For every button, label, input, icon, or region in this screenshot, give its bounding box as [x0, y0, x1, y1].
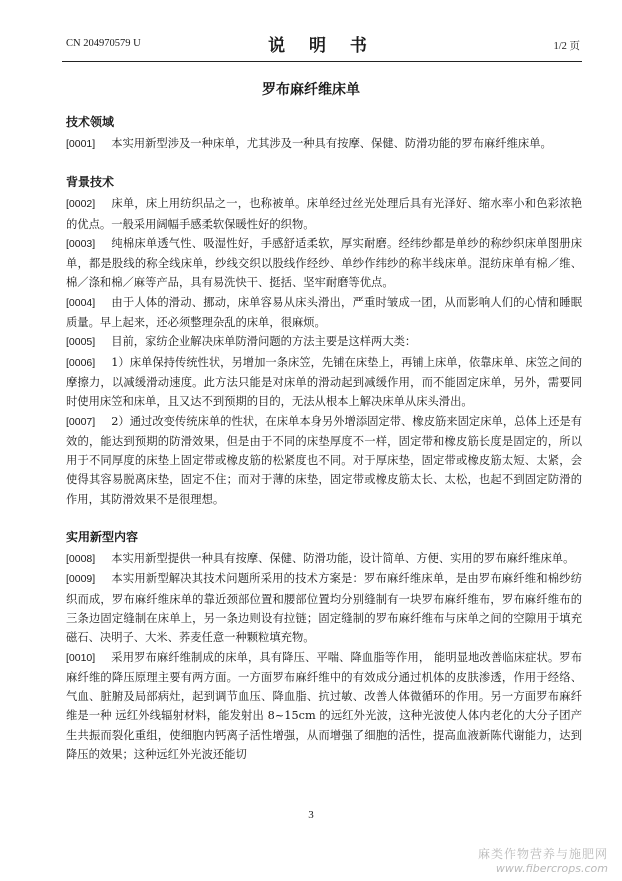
paragraph-text: 目前，家纺企业解决床单防滑问题的方法主要是这样两大类： — [111, 335, 417, 349]
paragraph-text: 采用罗布麻纤维制成的床单，具有降压、平喘、降血脂等作用， 能明显地改善临床症状。罗布麻纤维的降压原理主要有两方面。一方面罗布麻纤维中的有效成分通过机体的皮肤渗透，作用于经络、气血、脏腑及局部病灶，起到调节血压、降血脂、抗过敏、改善人体微循环的作用。另一方面罗布麻纤维是一种 远红外线辐射材料，能发射出 8~15cm 的远红外光波，这种光波使人体内老化的大分子团产生共振而裂化重组，使细胞内钙离子活性增强，从而增强了细胞的活性，提高血液新陈代谢能力，达到降压的效果；这种远红外光波还能切 — [66, 650, 582, 762]
paragraph-text: 纯棉床单透气性、吸湿性好，手感舒适柔软，厚实耐磨。经纬纱都是单纱的称纱织床单图册床单，都是股线的称全线床单，纱线交织以股线作经纱、单纱作纬纱的称半线床单。混纺床单有棉／维、棉／涤和棉／麻等产品，具有易洗快干、挺括、坚牢耐磨等优点。 — [66, 236, 582, 290]
section-heading: 背景技术 — [66, 175, 115, 190]
paragraph-text: 本实用新型涉及一种床单，尤其涉及一种具有按摩、保健、防滑功能的罗布麻纤维床单。 — [111, 137, 552, 150]
paragraph-number: [0010] — [66, 651, 96, 664]
paragraph-text: 本实用新型提供一种具有按摩、保健、防滑功能，设计简单、方便、实用的罗布麻纤维床单。 — [111, 552, 575, 566]
paragraph — [66, 293, 582, 333]
paragraph-text: 床单，床上用纺织品之一，也称被单。床单经过丝光处理后具有光泽好、缩水率小和色彩浓艳的优点。一般采用阔幅手感柔软保暖性好的织物。 — [66, 197, 582, 231]
paragraph — [66, 353, 582, 412]
document-type: 说 明 书 — [268, 36, 376, 56]
page-header — [62, 30, 582, 60]
paragraph-text: 1）床单保持传统性状，另增加一条床笠，先铺在床垫上，再铺上床单，依靠床单、床笠之间的摩擦力，以减缓滑动速度。此方法只能是对床单的滑动起到减缓作用，而不能固定床单，另外，需要同时使用床笠和床单，且又达不到预期的目的，无法从根本上解决床单从床头滑出。 — [66, 355, 582, 409]
page-count: 1/2 页 — [553, 41, 580, 52]
paragraph — [66, 569, 582, 647]
paragraph-text: 2）通过改变传统床单的性状，在床单本身另外增添固定带、橡皮筋来固定床单，总体上还是有效的，能达到预期的防滑效果，但是由于不同的床垫厚度不一样，固定带和橡皮筋长度是固定的，所以用于不同厚度的床垫上固定带或橡皮筋的松紧度也不同。对于厚床垫，固定带或橡皮筋太短、太紧，会使得其容易脱离床垫，固定不住；而对于薄的床垫，固定带或橡皮筋太长、太松，也起不到固定防滑的作用，其防滑效果不是很理想。 — [66, 414, 582, 506]
section-heading: 实用新型内容 — [66, 530, 139, 545]
paragraph-number: [0009] — [66, 573, 96, 586]
paragraph-number: [0002] — [66, 198, 96, 211]
paragraph — [66, 194, 582, 234]
document-body — [66, 113, 582, 764]
paragraph-number: [0004] — [66, 296, 96, 309]
patent-number: CN 204970579 U — [66, 38, 141, 49]
page-number: 3 — [308, 809, 314, 821]
paragraph-number: [0003] — [66, 237, 96, 250]
paragraph — [66, 134, 582, 154]
paragraph-number: [0008] — [66, 553, 96, 566]
paragraph-number: [0005] — [66, 336, 96, 349]
paragraph — [66, 332, 582, 352]
paragraph-number: [0006] — [66, 356, 96, 369]
paragraph — [66, 234, 582, 293]
paragraph-text: 本实用新型解决其技术问题所采用的技术方案是：罗布麻纤维床单，是由罗布麻纤维和棉纱纺织而成，罗布麻纤维床单的靠近颈部位置和腰部位置均分别缝制有一块罗布麻纤维布，罗布麻纤维布的三条边固定缝制在床单上，另一条边则设有拉链；固定缝制的罗布麻纤维布与床单之间的空隙用于填充磁石、决明子、大米、荞麦任意一种颗粒填充物。 — [66, 572, 582, 645]
paragraph — [66, 648, 582, 765]
paragraph-number: [0001] — [66, 138, 96, 150]
section-heading: 技术领域 — [66, 115, 115, 129]
paragraph — [66, 549, 582, 569]
paragraph — [66, 412, 582, 509]
header-divider — [62, 61, 582, 62]
paragraph-text: 由于人体的滑动、挪动，床单容易从床头滑出，严重时皱成一团，从而影响人们的心情和睡眠质量。早上起来，还必须整理杂乱的床单，很麻烦。 — [66, 295, 582, 330]
watermark-url: www.fibercrops.com — [495, 862, 608, 875]
watermark-text: 麻类作物营养与施肥网 — [477, 847, 608, 861]
site-watermark — [478, 845, 608, 875]
paragraph-number: [0007] — [66, 415, 96, 428]
document-title: 罗布麻纤维床单 — [262, 82, 360, 98]
